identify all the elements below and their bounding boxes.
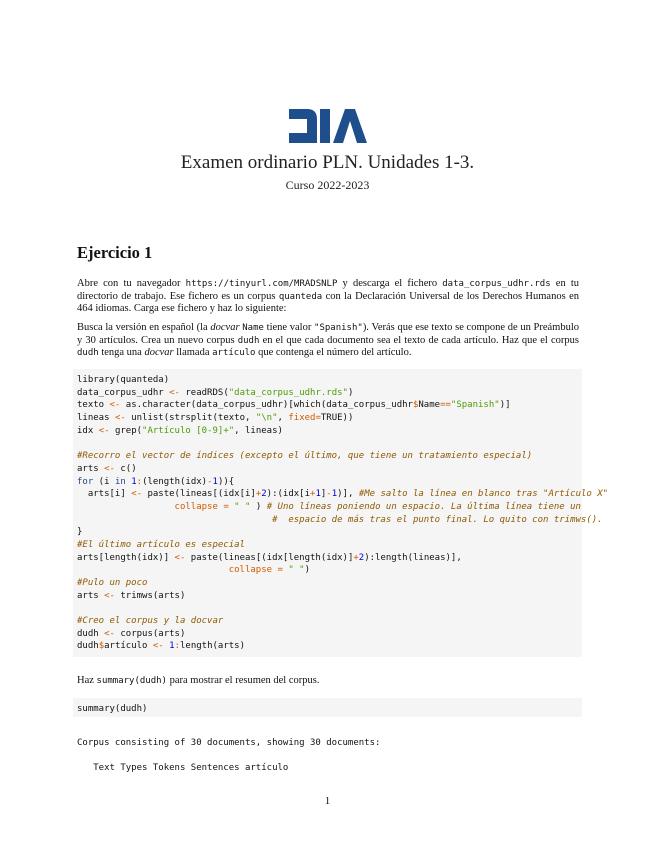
page-number: 1 [324, 795, 331, 807]
file-code: data_corpus_udhr.rds [442, 279, 551, 289]
code-line: for (i in 1:(length(idx)-1)){ [77, 476, 235, 487]
paragraph-instructions: Busca la versión en español (la docvar Name tiene valor "Spanish"). Verás que ese texto se compone de un Preámbulo y 30 artículos. Crea un nuevo corpus dudh en el que cada documento sea el texto de cada artículo. Haz que el corpus dudh tenga una docvar llamada artículo que contenga el número del artículo. [77, 322, 580, 359]
code-line: texto <- as.character(data_corpus_udhr)[which(data_corpus_udhr$Name=="Spanish")] [77, 400, 511, 411]
document-title: Examen ordinario PLN. Unidades 1-3. [180, 152, 475, 173]
code-comment: #Recorro el vector de índices (excepto el último, que tiene un tratamiento especial) [77, 451, 533, 462]
code-line: } [77, 527, 83, 538]
url-code: https://tinyurl.com/MRADSNLP [185, 279, 338, 289]
code-line: collapse = " ") [228, 565, 311, 576]
code-comment: #Pulo un poco [77, 578, 148, 588]
section-heading: Ejercicio 1 [77, 243, 153, 262]
output-line: Text Types Tokens Sentences artículo [77, 763, 289, 773]
code-line: arts[length(idx)] <- paste(lineas[(idx[length(idx)]+2):length(lineas)], [77, 552, 462, 563]
code-line-blank [77, 602, 582, 615]
code-line: collapse = " " ) # Uno líneas poniendo un espacio. La última línea tiene un [174, 501, 581, 512]
output-line: Corpus consisting of 30 documents, showing 30 documents: [77, 738, 381, 748]
document-subtitle: Curso 2022-2023 [285, 178, 370, 192]
code-line-blank [77, 437, 582, 450]
code-line: dudh <- corpus(arts) [77, 628, 186, 639]
code-block-main [73, 369, 609, 657]
code-line: data_corpus_udhr <- readRDS("data_corpus_udhr.rds") [77, 387, 354, 398]
paragraph-intro: Abre con tu navegador https://tinyurl.com/MRADSNLP y descarga el fichero data_corpus_udhr.rds en tu directorio de trabajo. Ese fichero es un corpus quanteda con la Declaración Universal de los Derechos Humanos en 464 idiomas. Carga ese fichero y haz lo siguiente: [77, 278, 580, 315]
code-comment: # espacio de más tras el punto final. Lo quito con trimws(). [77, 514, 603, 525]
code-line: idx <- grep("Artículo [0-9]+", lineas) [77, 425, 283, 436]
package-code: quanteda [278, 291, 323, 302]
code-comment: #Creo el corpus y la docvar [77, 616, 224, 627]
code-line: library(quanteda) [77, 375, 170, 385]
dia-logo [289, 109, 367, 143]
code-line: lineas <- unlist(strsplit(texto, "\n", fixed=TRUE)) [77, 413, 354, 424]
code-line: arts <- c() [77, 463, 137, 474]
code-comment: #El último artículo es especial [77, 539, 245, 550]
code-line: dudh$artículo <- 1:length(arts) [77, 641, 246, 652]
code-line: arts[i] <- paste(lineas[(idx[i]+2):(idx[i+1]-1)], #Me salto la línea en blanco tras "Artículo X" [77, 489, 609, 500]
code-block-summary [73, 698, 582, 717]
code-line: summary(dudh) [77, 704, 148, 714]
paragraph-summary: Haz summary(dudh) para mostrar el resumen del corpus. [77, 675, 320, 686]
code-line: arts <- trimws(arts) [77, 590, 186, 601]
